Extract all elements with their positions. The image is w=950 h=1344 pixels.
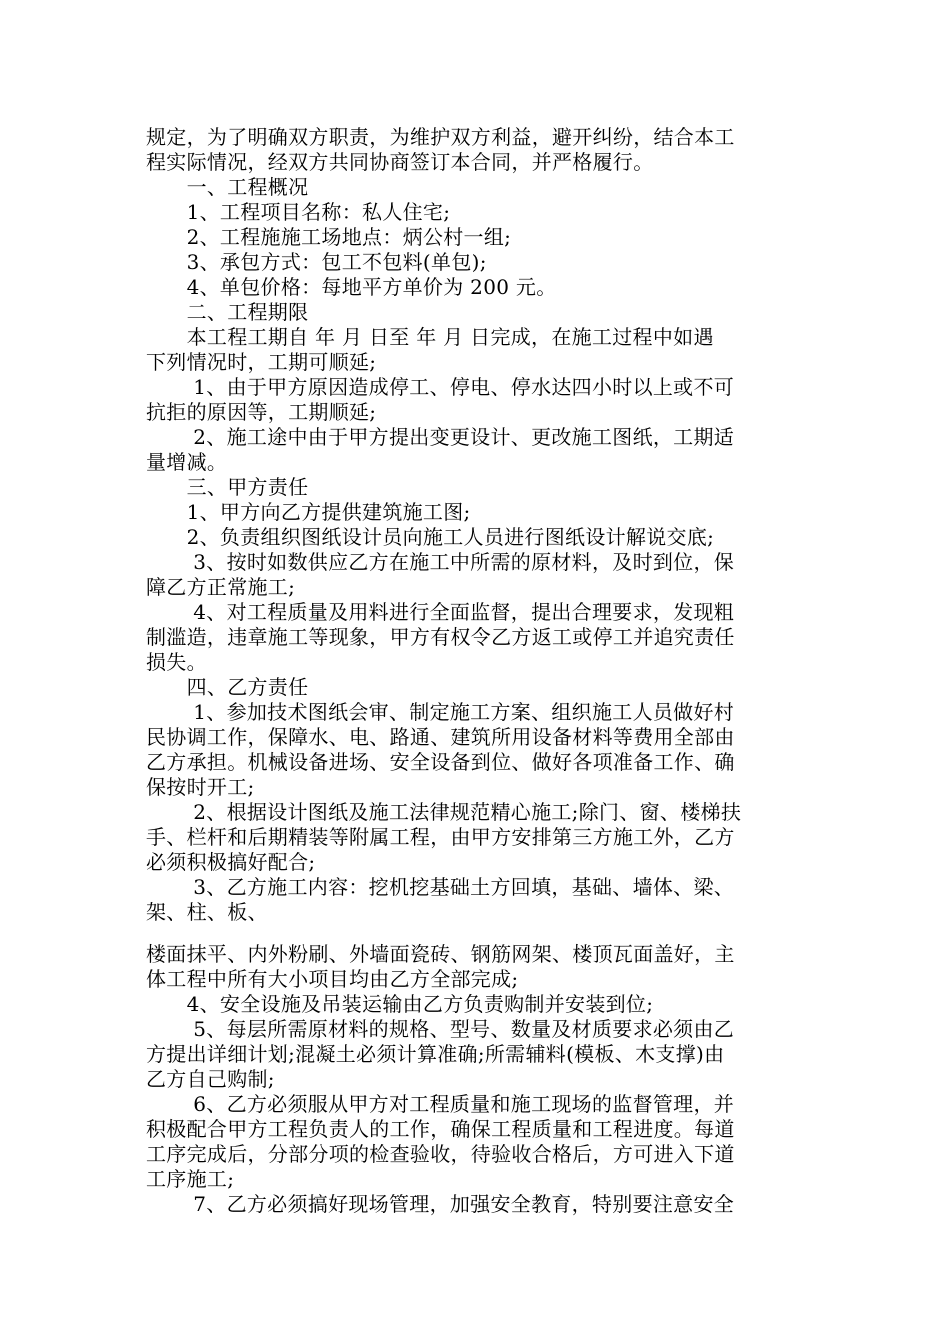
text-line: 手、栏杆和后期精装等附属工程，由甲方安排第三方施工外，乙方 — [146, 825, 735, 849]
text-line: 4、对工程质量及用料进行全面监督，提出合理要求，发现粗 — [146, 600, 735, 624]
text-line: 工序施工; — [146, 1167, 235, 1191]
text-line: 4、单包价格：每地平方单价为 200 元。 — [146, 275, 557, 299]
text-line: 楼面抹平、内外粉刷、外墙面瓷砖、钢筋网架、楼顶瓦面盖好，主 — [146, 942, 735, 966]
contract-text-lower — [146, 942, 811, 1217]
text-line: 2、负责组织图纸设计员向施工人员进行图纸设计解说交底; — [146, 525, 715, 549]
text-line: 障乙方正常施工; — [146, 575, 296, 599]
text-line: 7、乙方必须搞好现场管理，加强安全教育，特别要注意安全 — [146, 1192, 735, 1216]
section-heading: 四、乙方责任 — [146, 675, 309, 699]
text-line: 积极配合甲方工程负责人的工作，确保工程质量和工程进度。每道 — [146, 1117, 735, 1141]
text-line: 制滥造，违章施工等现象，甲方有权令乙方返工或停工并追究责任 — [146, 625, 735, 649]
text-line: 架、柱、板、 — [146, 900, 268, 924]
text-line: 6、乙方必须服从甲方对工程质量和施工现场的监督管理，并 — [146, 1092, 735, 1116]
text-line: 下列情况时，工期可顺延; — [146, 350, 377, 374]
text-line: 工序完成后，分部分项的检查验收，待验收合格后，方可进入下道 — [146, 1142, 735, 1166]
text-line: 保按时开工; — [146, 775, 255, 799]
contract-text-upper — [146, 125, 811, 925]
text-line: 4、安全设施及吊装运输由乙方负责购制并安装到位; — [146, 992, 654, 1016]
text-line: 体工程中所有大小项目均由乙方全部完成; — [146, 967, 519, 991]
text-line: 3、乙方施工内容：挖机挖基础土方回填，基础、墙体、梁、 — [146, 875, 735, 899]
text-line: 2、根据设计图纸及施工法律规范精心施工;除门、窗、楼梯扶 — [146, 800, 742, 824]
text-line: 3、按时如数供应乙方在施工中所需的原材料，及时到位，保 — [146, 550, 735, 574]
text-line: 乙方承担。机械设备进场、安全设备到位、做好各项准备工作、确 — [146, 750, 735, 774]
text-line: 2、工程施施工场地点：炳公村一组; — [146, 225, 512, 249]
text-line: 方提出详细计划;混凝土必须计算准确;所需辅料(模板、木支撑)由 — [146, 1042, 725, 1066]
text-line: 5、每层所需原材料的规格、型号、数量及材质要求必须由乙 — [146, 1017, 735, 1041]
text-line: 1、工程项目名称：私人住宅; — [146, 200, 451, 224]
text-line: 1、由于甲方原因造成停工、停电、停水达四小时以上或不可 — [146, 375, 735, 399]
text-line: 规定，为了明确双方职责，为维护双方利益，避开纠纷，结合本工 — [146, 125, 735, 149]
text-line: 量增减。 — [146, 450, 228, 474]
section-heading: 一、工程概况 — [146, 175, 309, 199]
text-line: 抗拒的原因等，工期顺延; — [146, 400, 377, 424]
text-line: 必须积极搞好配合; — [146, 850, 316, 874]
text-line: 3、承包方式：包工不包料(单包); — [146, 250, 487, 274]
text-line: 乙方自己购制; — [146, 1067, 275, 1091]
text-line: 本工程工期自 年 月 日至 年 月 日完成，在施工过程中如遇 — [146, 325, 714, 349]
text-line: 损失。 — [146, 650, 207, 674]
text-line: 1、甲方向乙方提供建筑施工图; — [146, 500, 471, 524]
section-heading: 三、甲方责任 — [146, 475, 309, 499]
section-heading: 二、工程期限 — [146, 300, 309, 324]
text-line: 1、参加技术图纸会审、制定施工方案、组织施工人员做好村 — [146, 700, 735, 724]
text-line: 2、施工途中由于甲方提出变更设计、更改施工图纸，工期适 — [146, 425, 735, 449]
text-line: 程实际情况，经双方共同协商签订本合同，并严格履行。 — [146, 150, 654, 174]
text-line: 民协调工作，保障水、电、路通、建筑所用设备材料等费用全部由 — [146, 725, 735, 749]
